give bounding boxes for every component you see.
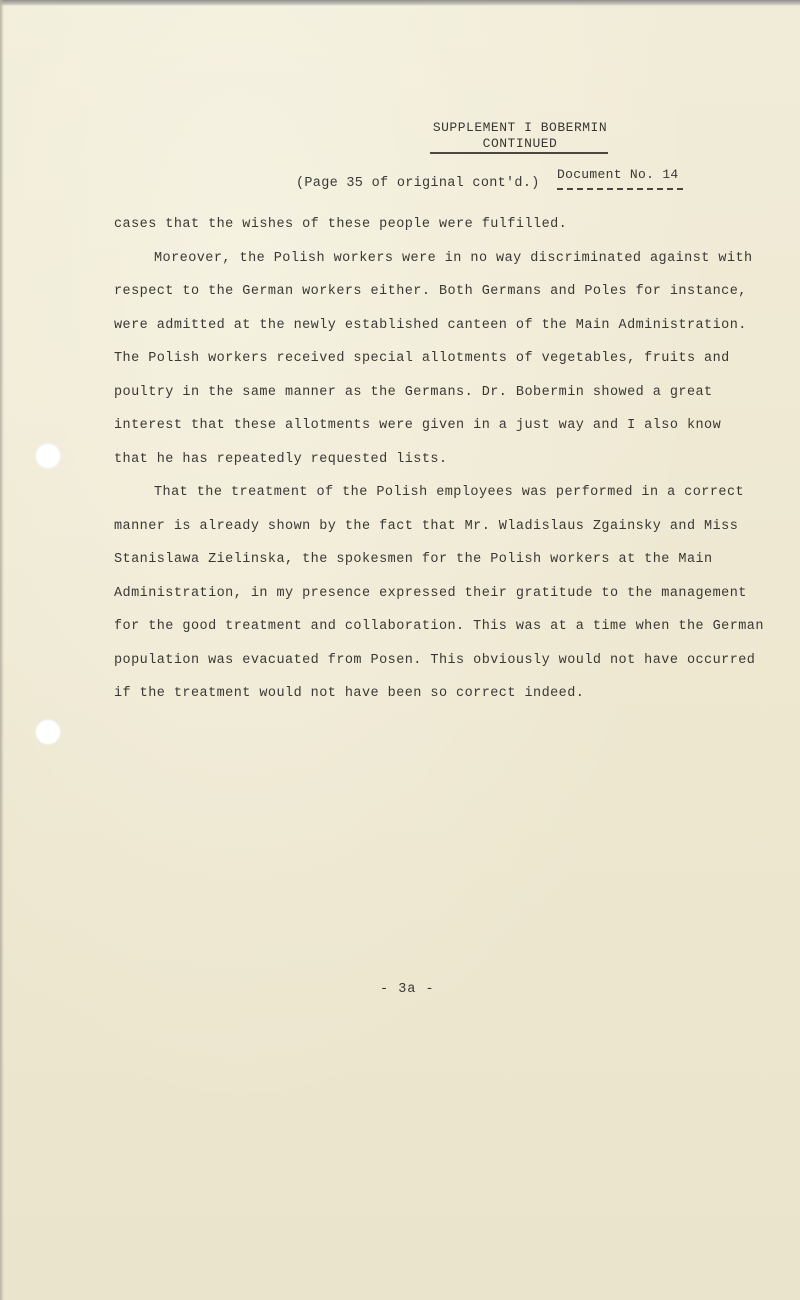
document-number: Document No. 14 bbox=[557, 167, 679, 182]
body-line: That the treatment of the Polish employees was performed in a correct bbox=[154, 485, 745, 500]
body-line: respect to the German workers either. Both Germans and Poles for instance, bbox=[114, 284, 747, 299]
body-line: The Polish workers received special allotments of vegetables, fruits and bbox=[114, 351, 730, 366]
body-line: for the good treatment and collaboration. This was at a time when the German bbox=[114, 619, 764, 634]
body-line: Administration, in my presence expressed their gratitude to the management bbox=[114, 585, 747, 601]
body-line: Moreover, the Polish workers were in no way discriminated against with bbox=[154, 250, 753, 266]
body-text bbox=[114, 208, 764, 711]
scan-top-edge bbox=[0, 0, 800, 6]
punch-hole-lower bbox=[35, 719, 61, 745]
page-number: - 3a - bbox=[380, 982, 435, 997]
body-line: interest that these allotments were given in a just way and I also know bbox=[114, 418, 722, 433]
body-line: if the treatment would not have been so correct indeed. bbox=[114, 686, 585, 701]
body-line: population was evacuated from Posen. This obviously would not have occurred bbox=[114, 652, 756, 668]
scan-left-edge bbox=[0, 0, 4, 1300]
body-line: Stanislawa Zielinska, the spokesmen for the Polish workers at the Main bbox=[114, 552, 713, 567]
original-page-reference: (Page 35 of original cont'd.) bbox=[296, 176, 540, 191]
supplement-header bbox=[430, 120, 610, 152]
body-line: cases that the wishes of these people were fulfilled. bbox=[114, 217, 568, 232]
body-line: that he has repeatedly requested lists. bbox=[114, 451, 448, 467]
header-underline bbox=[430, 152, 608, 154]
body-line: manner is already shown by the fact that Mr. Wladislaus Zgainsky and Miss bbox=[114, 518, 739, 534]
header-continued: CONTINUED bbox=[482, 136, 558, 151]
document-number-underline bbox=[557, 188, 683, 190]
header-title: SUPPLEMENT I BOBERMIN bbox=[432, 120, 608, 135]
punch-hole-upper bbox=[35, 443, 61, 469]
body-line: were admitted at the newly established canteen of the Main Administration. bbox=[114, 317, 747, 333]
body-line: poultry in the same manner as the Germans. Dr. Bobermin showed a great bbox=[114, 384, 713, 400]
